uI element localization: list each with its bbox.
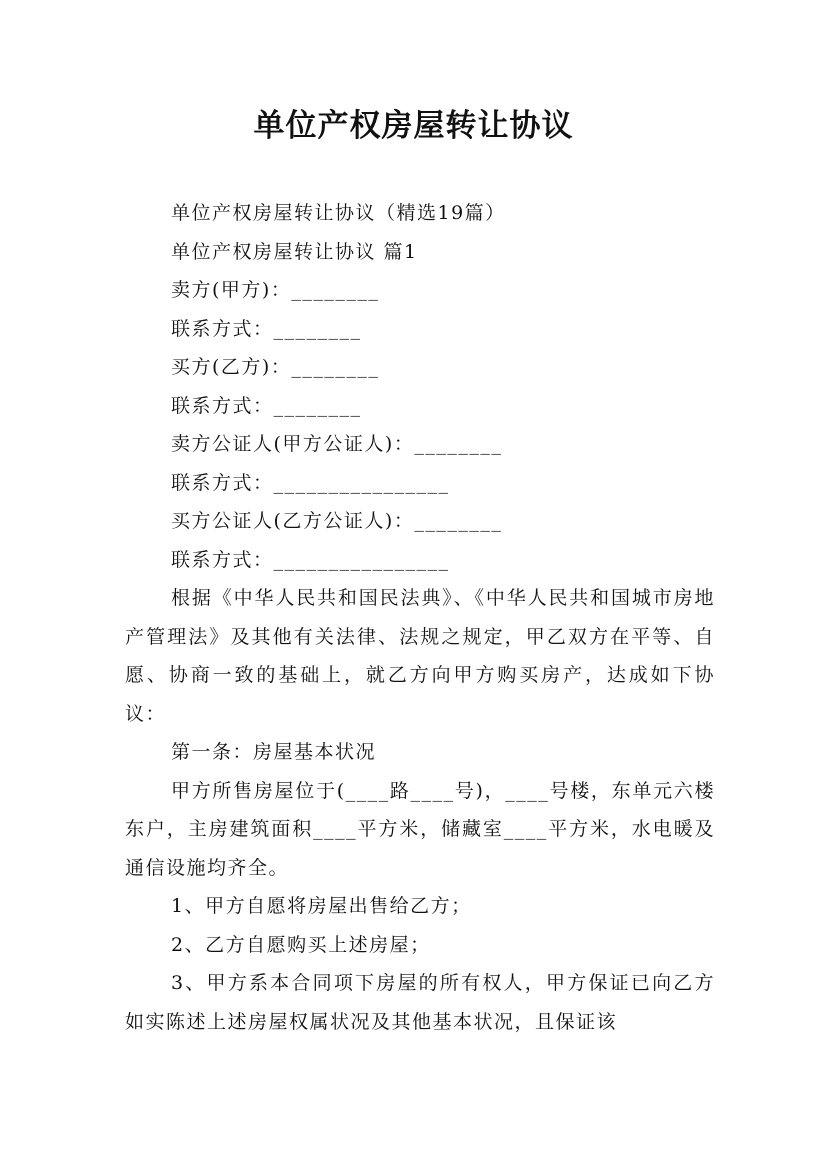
legal-basis-paragraph: 根据《中华人民共和国民法典》、《中华人民共和国城市房地产管理法》及其他有关法律、法规之规定，甲乙双方在平等、自愿、协商一致的基础上，就乙方向甲方购买房产，达成如下协议：: [125, 587, 715, 725]
buyer-notary-contact-line: 联系方式：________________: [171, 548, 450, 571]
buyer-notary-line: 买方公证人(乙方公证人)：________: [171, 510, 503, 532]
seller-notary-contact-line: 联系方式：________________: [171, 471, 450, 494]
article-one-heading: 第一条：房屋基本状况: [171, 741, 377, 763]
document-body: [125, 194, 715, 1041]
subtitle-line: 单位产权房屋转让协议（精选19篇）: [171, 202, 506, 224]
section-heading: 单位产权房屋转让协议 篇1: [171, 240, 418, 263]
clause-2: 2、乙方自愿购买上述房屋；: [171, 933, 431, 956]
clause-1: 1、甲方自愿将房屋出售给乙方；: [171, 895, 472, 917]
buyer-contact-line: 联系方式：________: [171, 394, 362, 417]
seller-line: 卖方(甲方)：________: [171, 279, 380, 301]
clause-3: 3、甲方系本合同项下房屋的所有权人，甲方保证已向乙方如实陈述上述房屋权属状况及其他基本状况，且保证该: [125, 972, 715, 1033]
seller-contact-line: 联系方式：________: [171, 317, 362, 340]
property-location-paragraph: 甲方所售房屋位于(____路____号)，____号楼，东单元六楼东户，主房建筑面积____平方米，储藏室____平方米，水电暖及通信设施均齐全。: [125, 779, 715, 879]
buyer-line: 买方(乙方)：________: [171, 356, 380, 378]
seller-notary-line: 卖方公证人(甲方公证人)：________: [171, 433, 503, 455]
document-title: 单位产权房屋转让协议: [253, 108, 574, 144]
